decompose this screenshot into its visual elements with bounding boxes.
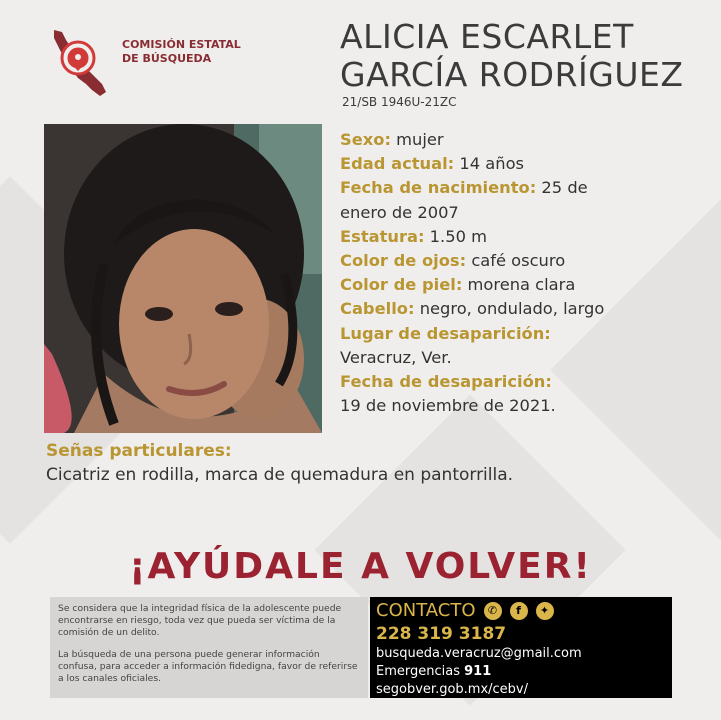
contact-box [370,597,672,698]
person-details [340,128,640,418]
cabello-row [340,297,640,321]
senas-label: Señas particulares: [46,441,232,461]
nacimiento-value-b: enero de 2007 [340,202,459,222]
disclaimer-box [50,597,368,698]
piel-value: morena clara [467,275,576,295]
whatsapp-icon[interactable]: ✆ [484,602,502,620]
name-line2: GARCÍA RODRÍGUEZ [340,55,684,94]
name-line1: ALICIA ESCARLET [340,17,634,56]
org-name [122,38,241,66]
contact-website[interactable]: segobver.gob.mx/cebv/ [376,682,529,697]
nacimiento-row [340,176,640,200]
contact-phone[interactable]: 228 319 3187 [376,624,507,644]
org-name-line1: COMISIÓN ESTATAL [122,38,241,51]
estatura-row [340,225,640,249]
disclaimer-paragraph-1: Se considera que la integridad física de la adolescente puede encontrarse en riesgo, toda vez que pueda ser víctima de la comisión de un delito. [58,603,342,638]
fecha-value: 19 de noviembre de 2021. [340,396,556,416]
cabello-value: negro, ondulado, largo [419,299,605,319]
nacimiento-value-a: 25 de [541,178,588,198]
sexo-row [340,128,640,152]
facebook-icon[interactable]: f [510,602,528,620]
emergencias-number[interactable]: 911 [464,664,492,679]
lugar-label: Lugar de desaparición: [340,323,551,343]
sexo-label: Sexo: [340,130,391,149]
emergencias-row [376,663,666,681]
estatura-label: Estatura: [340,226,425,246]
cabello-label: Cabello: [340,299,415,319]
case-code: 21/SB 1946U-21ZC [342,95,457,109]
estatura-value: 1.50 m [429,226,487,246]
piel-label: Color de piel: [340,275,463,295]
ojos-value: café oscuro [471,251,566,271]
person-photo [44,124,322,433]
fecha-label: Fecha de desaparición: [340,372,552,392]
lugar-value: Veracruz, Ver. [340,347,452,367]
disclaimer-paragraph-2: La búsqueda de una persona puede generar información confusa, para acceder a información fidedigna, favor de referirse a los canales oficiales. [58,649,358,684]
person-name [340,18,683,94]
senas-value: Cicatriz en rodilla, marca de quemadura en pantorrilla. [46,465,514,485]
emergencias-label: Emergencias [376,664,460,679]
nacimiento-label: Fecha de nacimiento: [340,178,537,198]
edad-label: Edad actual: [340,154,455,174]
ojos-label: Color de ojos: [340,251,467,271]
ojos-row [340,249,640,273]
piel-row [340,273,640,297]
contact-title-row [376,599,666,623]
contact-email[interactable]: busqueda.veracruz@gmail.com [376,646,582,661]
sexo-value: mujer [396,130,444,149]
cta-heading: ¡AYÚDALE A VOLVER! [129,546,592,587]
contact-title: CONTACTO [376,600,476,621]
edad-row [340,152,640,176]
edad-value: 14 años [459,154,525,174]
org-name-line2: DE BÚSQUEDA [122,52,212,65]
twitter-icon[interactable]: ✦ [536,602,554,620]
